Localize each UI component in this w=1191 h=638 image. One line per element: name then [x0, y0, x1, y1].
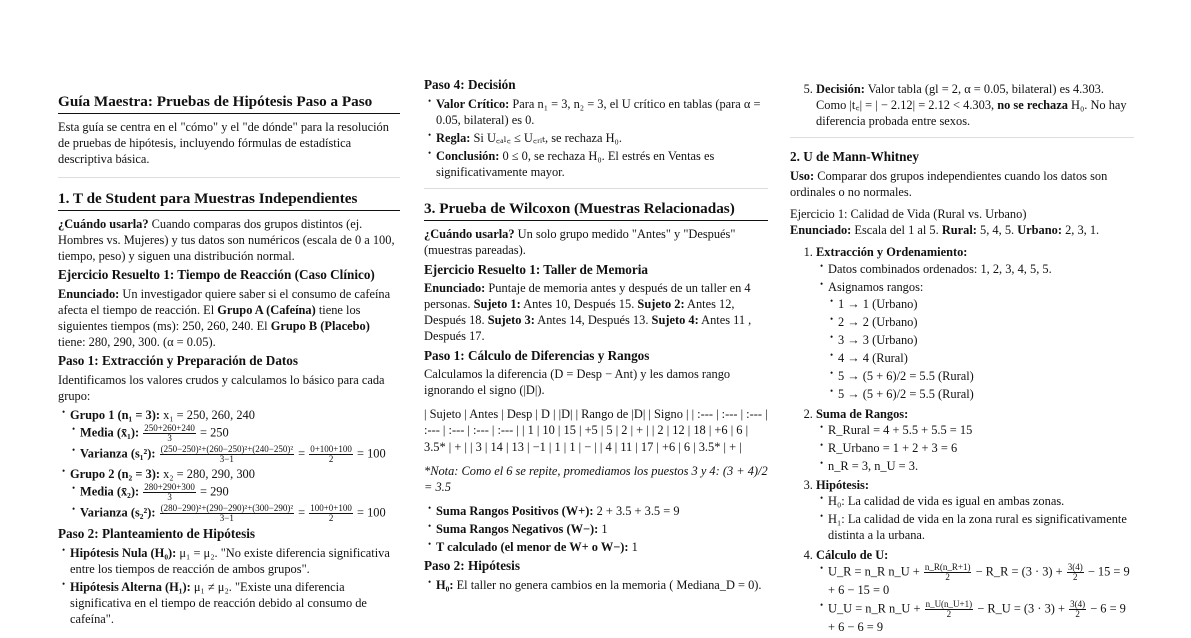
- group-2-variance: • Varianza (s₂²): $\frac{\text{(280−290)²+(290−290)²+(300−290)²}}{3-1}$ = $\frac{100+0+100}{2}$ = 100: [80, 504, 400, 523]
- group-list: [58, 407, 400, 523]
- mw-h0: • H₀: La calidad de vida es igual en ambas zonas.: [828, 493, 1134, 509]
- intro-text: Esta guía se centra en el "cómo" y el "de dónde" para la resolución de pruebas de hipótesis, incluyendo fórmulas de estadística descriptiva básica.: [58, 120, 389, 167]
- raw-table-text: | Sujeto | Antes | Desp | D | |D| | Rango de |D| | Signo | | :--- | :--- | :--- | :--- | :--- | :--- | :--- | | 1 | 10 | 15 | +5 | 5 | 2 | + | | 2 | 12 | 18 | +6 | 6 | 3.5* | + | | 3 | 14 | 13 | −1 | 1 | 1 | − | | 4 | 11 | 17 | +6 | 6 | 3.5* | + |: [424, 407, 768, 454]
- mw-step-1: 1. Extracción y Ordenamiento: • Datos combinados ordenados: 1, 2, 3, 4, 5, 5. • Asignamos rangos: • 1 → 1 (Urbano) • 2 → 2 (Urbano) • 3 → 3 (Urbano) • 4 → 4 (Rural) • 5 → (5 + 6)/2 = 5.5 (Rural) • 5 → (5 + 6)/2 = 5.5 (Rural): [816, 244, 1134, 402]
- step-31-text: Calculamos la diferencia (D = Desp − Ant) y les damos rango ignorando el signo (|D|).: [424, 367, 731, 398]
- critical-value: • Valor Crítico: Para n₁ = 3, n₂ = 3, el U crítico en tablas (para α = 0.05, bilateral) es 0.: [436, 96, 768, 128]
- group-2: • Grupo 2 (n₂ = 3): x₂ = 280, 290, 300 • Media (x̄₂): $\frac{280+290+300}{3}$ = 290 • Varianza (s₂²): $\frac{\text{(280−290)²+(290−290)²+(300−290)²}}{3-1}$ = $\frac{100+0+100}{2}$ = 100: [70, 466, 400, 523]
- rule: • Regla: Si U꜀ₐₗ꜀ ≤ U꜀ᵣᵢₜ, se rechaza H₀.: [436, 130, 768, 146]
- column-1: [58, 93, 400, 630]
- intro: [58, 119, 400, 177]
- exercise-3-title: Ejercicio Resuelto 1: Taller de Memoria: [424, 261, 649, 277]
- mw-steps: [790, 244, 1134, 635]
- step-4-title: Paso 4: Decisión: [424, 77, 516, 92]
- step-31-title: Paso 1: Cálculo de Diferencias y Rangos: [424, 347, 650, 363]
- negative-sum: • Suma Rangos Negativos (W−): 1: [436, 521, 768, 537]
- conclusion: • Conclusión: 0 ≤ 0, se rechaza H₀. El estrés en Ventas es significativamente mayor.: [436, 148, 768, 180]
- alt-hypothesis: • Hipótesis Alterna (H₁): μ₁ ≠ μ₂. "Existe una diferencia significativa en el tiempo de reacción debido al consumo de cafeína".: [70, 579, 400, 627]
- decision-3: [790, 81, 1134, 138]
- null-hypothesis: • Hipótesis Nula (H₀): μ₁ = μ₂. "No existe diferencia significativa entre los tiempos de reacción de ambos grupos".: [70, 545, 400, 577]
- exercise-1-statement: Enunciado: Un investigador quiere saber si el consumo de cafeína afecta el tiempo de reacción. El Grupo A (Cafeína) tiene los siguientes tiempos (ms): 250, 260, 240. El Grupo B (Placebo) tiene: 280, 290, 300. (α = 0.05).: [58, 286, 391, 350]
- combined-data: • Datos combinados ordenados: 1, 2, 3, 4, 5, 5.: [828, 261, 1134, 277]
- section-3-title: 3. Prueba de Wilcoxon (Muestras Relacionadas): [424, 200, 768, 221]
- group-2-mean: • Media (x̄₂): $\frac{280+290+300}{3}$ = 290: [80, 483, 400, 502]
- wilcoxon-h0: • H₀: El taller no genera cambios en la memoria ( Mediana_D = 0).: [436, 577, 768, 593]
- exercise-2-statement: Enunciado: Escala del 1 al 5. Rural: 5, 4, 5. Urbano: 2, 3, 1.: [790, 223, 1100, 238]
- u-rural: • U_R = n_R n_U + $\frac{n\_R(n\_R+1)}{2}$ − R_R = (3 · 3) + $\frac{3(4)}{2}$ − 15 = 9 + 6 − 15 = 0: [828, 563, 1134, 598]
- exercise-1-title: Ejercicio Resuelto 1: Tiempo de Reacción (Caso Clínico): [58, 267, 375, 283]
- t-calculated: • T calculado (el menor de W+ o W−): 1: [436, 539, 768, 555]
- u-urbano: • U_U = n_R n_U + $\frac{n\_U(n\_U+1)}{2}$ − R_U = (3 · 3) + $\frac{3(4)}{2}$ − 6 = 9 + 6 − 6 = 9: [828, 600, 1134, 635]
- group-1-variance: • Varianza (s₁²): $\frac{\text{(250−250)²+(260−250)²+(240−250)²}}{3-1}$ = $\frac{0+100+100}{2}$ = 100: [80, 445, 400, 464]
- mw-step-2: 2. Suma de Rangos: • R_Rural = 4 + 5.5 + 5.5 = 15 • R_Urbano = 1 + 2 + 3 = 6 • n_R = 3, n_U = 3.: [816, 406, 1134, 475]
- step-2-title: Paso 2: Planteamiento de Hipótesis: [58, 526, 256, 542]
- use-text: Uso: Comparar dos grupos independientes cuando los datos son ordinales o no normales.: [790, 168, 1108, 199]
- positive-sum: • Suma Rangos Positivos (W+): 2 + 3.5 + 3.5 = 9: [436, 503, 768, 519]
- step-32-title: Paso 2: Hipótesis: [424, 558, 520, 574]
- group-1: • Grupo 1 (n₁ = 3): x₁ = 250, 260, 240 • Media (x̄₁): $\frac{250+260+240}{3}$ = 250 • Varianza (s₁²): $\frac{\text{(250−250)²+(260−250)²+(240−250)²}}{3-1}$ = $\frac{0+100+100}{2}$ = 100: [70, 407, 400, 464]
- document-title: Guía Maestra: Pruebas de Hipótesis Paso a Paso: [58, 93, 400, 114]
- hypotheses-list: [58, 545, 400, 628]
- tie-note: *Nota: Como el 6 se repite, promediamos los puestos 3 y 4: (3 + 4)/2 = 3.5: [424, 463, 768, 494]
- rank-item: • 3 → 3 (Urbano): [838, 332, 1134, 348]
- step-1-text: Identificamos los valores crudos y calculamos lo básico para cada grupo:: [58, 372, 385, 403]
- rank-sum-rural: • R_Rural = 4 + 5.5 + 5.5 = 15: [828, 422, 1134, 438]
- column-2: [424, 77, 768, 596]
- exercise-3-statement: Enunciado: Puntaje de memoria antes y después de un taller en 4 personas. Sujeto 1: Antes 10, Después 15. Sujeto 2: Antes 12, Después 18. Sujeto 3: Antes 14, Después 13. Sujeto 4: Antes 11 , Después 17.: [424, 281, 752, 344]
- rank-item: • 5 → (5 + 6)/2 = 5.5 (Rural): [838, 386, 1134, 402]
- step-1-title: Paso 1: Extracción y Preparación de Datos: [58, 353, 299, 369]
- assign-ranks: • Asignamos rangos: • 1 → 1 (Urbano) • 2 → 2 (Urbano) • 3 → 3 (Urbano) • 4 → 4 (Rural) • 5 → (5 + 6)/2 = 5.5 (Rural) • 5 → (5 + 6)/2 = 5.5 (Rural): [828, 279, 1134, 403]
- group-1-mean: • Media (x̄₁): $\frac{250+260+240}{3}$ = 250: [80, 424, 400, 443]
- column-3: [790, 81, 1134, 638]
- rank-item: • 1 → 1 (Urbano): [838, 296, 1134, 312]
- rank-sum-urbano: • R_Urbano = 1 + 2 + 3 = 6: [828, 440, 1134, 456]
- decision-block: [424, 77, 768, 189]
- exercise-2-title: Ejercicio 1: Calidad de Vida (Rural vs. Urbano): [790, 207, 1027, 222]
- mw-step-3: 3. Hipótesis: • H₀: La calidad de vida es igual en ambas zonas. • H₁: La calidad de vida en la zona rural es significativamente distinta a la urbana.: [816, 477, 1134, 544]
- decision-item: 5. Decisión: Valor tabla (gl = 2, α = 0.05, bilateral) es 4.303. Como |t꜀| = | − 2.12| = 2.12 < 4.303, no se rechaza H₀. No hay diferencia probada entre sexos.: [816, 81, 1134, 129]
- section-2-title: 2. U de Mann-Whitney: [790, 149, 919, 165]
- when-to-use-3: ¿Cuándo usarla? Un solo grupo medido "Antes" y "Después" (muestras pareadas).: [424, 227, 736, 258]
- section-1-title: 1. T de Student para Muestras Independientes: [58, 190, 400, 211]
- rank-item: • 4 → 4 (Rural): [838, 350, 1134, 366]
- rank-item: • 2 → 2 (Urbano): [838, 314, 1134, 330]
- rank-item: • 5 → (5 + 6)/2 = 5.5 (Rural): [838, 368, 1134, 384]
- sample-sizes: • n_R = 3, n_U = 3.: [828, 458, 1134, 474]
- rank-sums: [424, 503, 768, 555]
- when-to-use: ¿Cuándo usarla? Cuando comparas dos grupos distintos (ej. Hombres vs. Mujeres) y tus datos son numéricos (escala de 0 a 100, tiempo, peso) y siguen una distribución normal.: [58, 216, 395, 264]
- mw-step-4: 4. Cálculo de U: • U_R = n_R n_U + $\frac{n\_R(n\_R+1)}{2}$ − R_R = (3 · 3) + $\frac{3(4)}{2}$ − 15 = 9 + 6 − 15 = 0 • U_U = n_R n_U + $\frac{n\_U(n\_U+1)}{2}$ − R_U = (3 · 3) + $\frac{3(4)}{2}$ − 6 = 9 + 6 − 6 = 9: [816, 547, 1134, 635]
- mw-h1: • H₁: La calidad de vida en la zona rural es significativamente distinta a la urbana.: [828, 511, 1134, 543]
